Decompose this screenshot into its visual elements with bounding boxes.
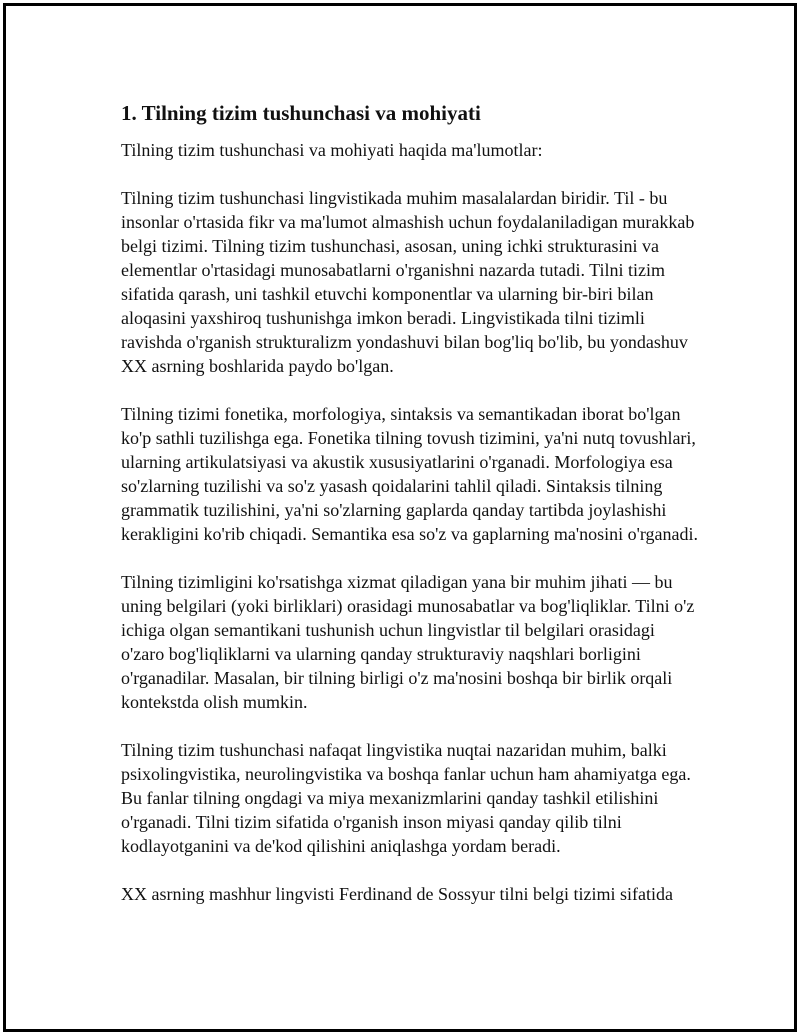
paragraph-2: Tilning tizimi fonetika, morfologiya, sintaksis va semantikadan iborat bo'lgan ko'p sathli tuzilishga ega. Fonetika tilning tovush tizimini, ya'ni nutq tovushlari, ularning artikulatsiyasi va akustik xususiyatlarini o'rganadi. Morfologiya esa so'zlarning tuzilishi va so'z yasash qoidalarini tahlil qiladi. Sintaksis tilning grammatik tuzilishini, ya'ni so'zlarning gaplarda qanday tartibda joylashishi kerakligini ko'rib chiqadi. Semantika esa so'z va gaplarning ma'nosini o'rganadi.: [121, 404, 698, 544]
paragraph-3: Tilning tizimligini ko'rsatishga xizmat qiladigan yana bir muhim jihati — bu uning belgilari (yoki birliklari) orasidagi munosabatlar va bog'liqliklar. Tilni o'z ichiga olgan semantikani tushunish uchun lingvistlar til belgilari orasidagi o'zaro bog'liqliklarni va ularning qanday strukturaviy naqshlari borligini o'rganadilar. Masalan, bir tilning birligi o'z ma'nosini boshqa bir birlik orqali kontekstda olish mumkin.: [121, 572, 695, 712]
intro-line: Tilning tizim tushunchasi va mohiyati haqida ma'lumotlar:: [121, 140, 543, 160]
paragraph-1: Tilning tizim tushunchasi lingvistikada muhim masalalardan biridir. Til - bu insonlar o'rtasida fikr va ma'lumot almashish uchun foydalaniladigan murakkab belgi tizimi. Tilning tizim tushunchasi, asosan, uning ichki strukturasini va elementlar o'rtasidagi munosabatlarni o'rganishni nazarda tutadi. Tilni tizim sifatida qarash, uni tashkil etuvchi komponentlar va ularning bir-biri bilan aloqasini yaxshiroq tushunishga imkon beradi. Lingvistikada tilni tizimli ravishda o'rganish strukturalizm yondashuvi bilan bog'liq bo'lib, bu yondashuv XX asrning boshlarida paydo bo'lgan.: [121, 188, 695, 376]
document-title: 1. Tilning tizim tushunchasi va mohiyati: [121, 101, 481, 125]
paragraph-4: Tilning tizim tushunchasi nafaqat lingvistika nuqtai nazaridan muhim, balki psixolingvistika, neurolingvistika va boshqa fanlar uchun ham ahamiyatga ega. Bu fanlar tilning ongdagi va miya mexanizmlarini qanday tashkil etilishini o'rganadi. Tilni tizim sifatida o'rganish inson miyasi qanday qilib tilni kodlayotganini va de'kod qilishini aniqlashga yordam beradi.: [121, 740, 691, 856]
paragraph-5: XX asrning mashhur lingvisti Ferdinand de Sossyur tilni belgi tizimi sifatida: [121, 884, 673, 904]
document-body: [121, 99, 701, 906]
document-page: [3, 3, 797, 1032]
